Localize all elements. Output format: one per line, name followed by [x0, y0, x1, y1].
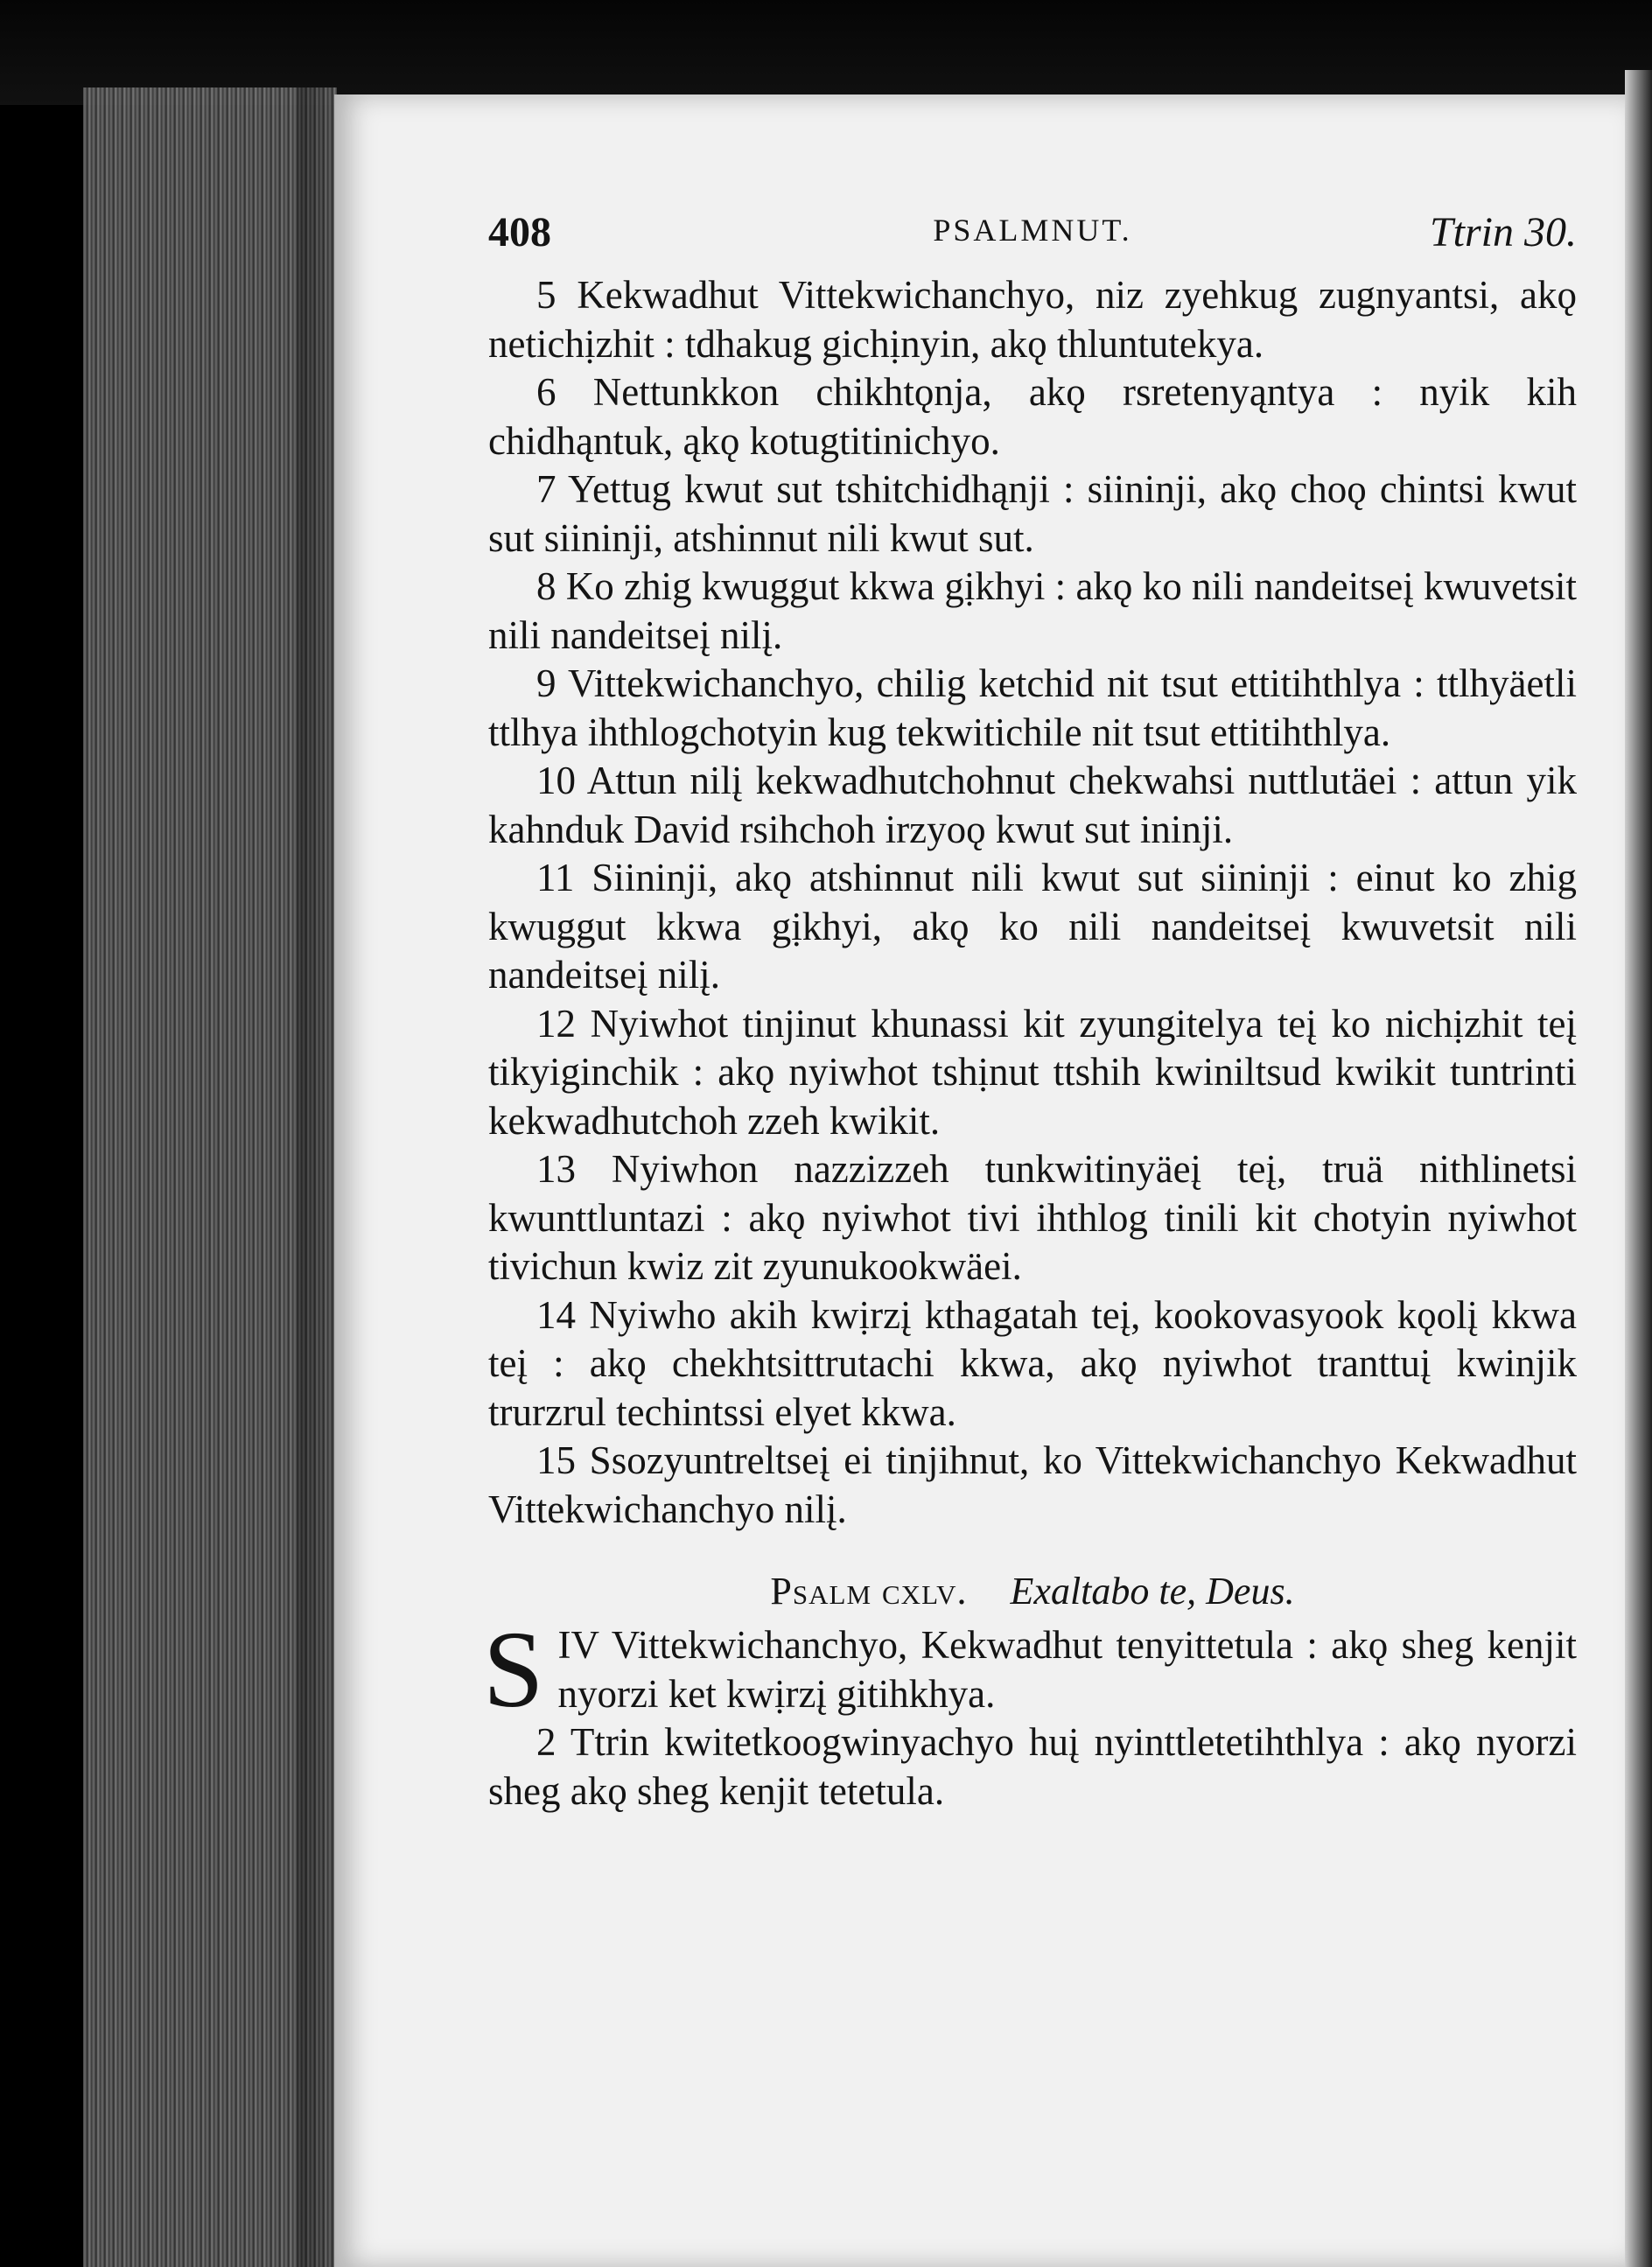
verse — [488, 1437, 1577, 1534]
psalm-heading — [488, 1567, 1577, 1616]
verse-number: 13 — [536, 1147, 576, 1191]
verse-number: 5 — [536, 273, 556, 317]
verse-text: Siininji, akǫ atshinnut nili kwut sut siininji : einut ko zhig kwuggut kkwa gịkhyi, akǫ ko nili nandeitseį kwuvetsit nili nandeitseį nilį. — [488, 856, 1578, 997]
verse-text: Ko zhig kwuggut kkwa gịkhyi : akǫ ko nili nandeitseį kwuvetsit nili nandeitseį nilį. — [488, 564, 1577, 657]
verse-text: Kekwadhut Vittekwichanchyo, niz zyehkug zugnyantsi, akǫ netichịzhit : tdhakug gichịnyin, akǫ thluntutekya. — [488, 273, 1578, 366]
verse-text: Nyiwhon nazzizzeh tunkwitinyäeį teį, truä nithlinetsi kwunttluntazi : akǫ nyiwhot tivi ihthlog tinili kit chotyin nyiwhot tivichun kwiz zit zyunukookwäei. — [488, 1147, 1578, 1288]
verse-number: 10 — [536, 759, 576, 802]
verse-text: Ttrin kwitetkoogwinyachyo huį nyinttletetihthlya : akǫ nyorzi sheg akǫ sheg kenjit tetetula. — [488, 1720, 1577, 1813]
verse — [488, 660, 1577, 757]
verse-text: Vittekwichanchyo, chilig ketchid nit tsut ettitihthlya : ttlhyäetli ttlhya ihthlogchotyin kug tekwitichile nit tsut ettitihthlya. — [488, 661, 1577, 754]
verse — [488, 563, 1577, 660]
verse — [488, 271, 1577, 368]
verse-number: 6 — [536, 370, 556, 414]
verse-text: IV Vittekwichanchyo, Kekwadhut tenyittetula : akǫ sheg kenjit nyorzi ket kwịrzį gitihkhya. — [557, 1623, 1577, 1716]
running-right-text: Ttrin 30. — [1429, 209, 1577, 255]
verse-text: Ssozyuntreltseį ei tinjihnut, ko Vittekwichanchyo Kekwadhut Vittekwichanchyo nilį. — [488, 1438, 1578, 1531]
verse-number: 9 — [536, 661, 556, 705]
page-number: 408 — [488, 209, 551, 255]
verse-number: 2 — [536, 1720, 556, 1764]
verse-text: Nettunkkon chikhtǫnja, akǫ rsretenyąntya : nyik kih chidhąntuk, ąkǫ kotugtitinichyo. — [488, 370, 1578, 463]
verse-number: 15 — [536, 1438, 576, 1482]
verse-text: Nyiwhot tinjinut khunassi kit zyungitelya teį ko nichịzhit teį tikyiginchik : akǫ nyiwhot tshịnut ttshih kwiniltsud kwikit tuntrinti kekwadhutchoh zzeh kwikit. — [488, 1001, 1578, 1143]
page-header — [488, 201, 1577, 262]
verse-number: 8 — [536, 564, 556, 608]
verse-text: Yettug kwut sut tshitchidhąnji : siininji, akǫ choǫ chintsi kwut sut siininji, atshinnut nili kwut sut. — [488, 467, 1577, 560]
verse-number: 14 — [536, 1292, 576, 1337]
verse-text: Nyiwho akih kwịrzį kthagatah teį, kookovasyook kǫolį kkwa teį : akǫ chekhtsittrutachi kkwa, akǫ nyiwhot tranttuį kwinjik trurzrul techintssi elyet kkwa. — [488, 1292, 1577, 1434]
verse — [488, 1718, 1577, 1816]
psalm-first-verse — [483, 1610, 1577, 1731]
verse — [488, 465, 1577, 563]
verse-number: 11 — [536, 856, 575, 899]
page-content — [483, 201, 1578, 1816]
verse — [488, 368, 1577, 465]
verse-text: Attun nilį kekwadhutchohnut chekwahsi nuttlutäei : attun yik kahnduk David rsihchoh irzyoǫ kwut sut ininji. — [488, 759, 1577, 851]
running-title: PSALMNUT. — [933, 213, 1132, 248]
gutter-shadow — [298, 87, 337, 2267]
page-edge — [1625, 70, 1652, 2267]
verse-number: 7 — [536, 467, 556, 511]
verse — [488, 854, 1577, 1000]
verse-number: 12 — [536, 1001, 576, 1046]
psalm-label: Psalm cxlv. — [770, 1570, 968, 1613]
psalm-latin-incipit: Exaltabo te, Deus. — [1010, 1570, 1295, 1613]
verse — [488, 757, 1577, 854]
verse — [488, 1145, 1577, 1291]
verse — [488, 1000, 1577, 1146]
verse — [488, 1291, 1577, 1438]
drop-cap: S — [483, 1610, 544, 1731]
